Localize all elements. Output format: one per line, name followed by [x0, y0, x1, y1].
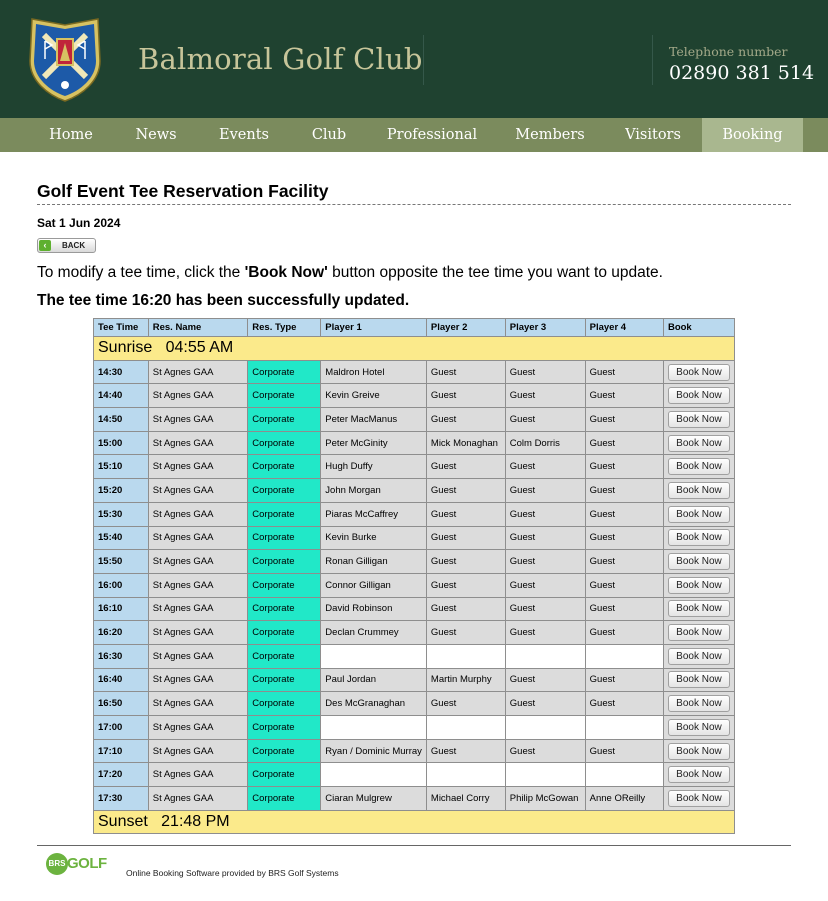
tee-time-row	[94, 573, 735, 597]
player-1-cell: Maldron Hotel	[321, 360, 427, 384]
player-4-cell: Guest	[585, 384, 663, 408]
book-now-button[interactable]: Book Now	[668, 458, 730, 475]
book-now-button[interactable]: Book Now	[668, 695, 730, 712]
tee-time-cell: 16:30	[94, 644, 149, 668]
player-1-cell: Kevin Burke	[321, 526, 427, 550]
player-4-cell: Guest	[585, 431, 663, 455]
tee-time-row	[94, 644, 735, 668]
reservation-name-cell: St Agnes GAA	[148, 502, 248, 526]
column-header: Player 4	[585, 319, 663, 337]
nav-item-news[interactable]: News	[135, 127, 177, 143]
book-now-button[interactable]: Book Now	[668, 624, 730, 641]
reservation-type-cell: Corporate	[248, 621, 321, 645]
player-2-cell: Guest	[426, 360, 505, 384]
book-now-button[interactable]: Book Now	[668, 529, 730, 546]
player-3-cell: Guest	[505, 408, 585, 432]
player-3-cell	[505, 716, 585, 740]
reservation-name-cell: St Agnes GAA	[148, 716, 248, 740]
reservation-type-cell: Corporate	[248, 597, 321, 621]
reservation-type-cell: Corporate	[248, 384, 321, 408]
nav-item-home[interactable]: Home	[49, 127, 93, 143]
reservation-type-cell: Corporate	[248, 668, 321, 692]
reservation-type-cell: Corporate	[248, 550, 321, 574]
player-4-cell	[585, 716, 663, 740]
player-1-cell	[321, 716, 427, 740]
tee-time-row	[94, 716, 735, 740]
player-2-cell: Guest	[426, 526, 505, 550]
player-1-cell: Ciaran Mulgrew	[321, 787, 427, 811]
player-1-cell: Ryan / Dominic Murray	[321, 739, 427, 763]
book-now-button[interactable]: Book Now	[668, 411, 730, 428]
reservation-type-cell: Corporate	[248, 455, 321, 479]
reservation-name-cell: St Agnes GAA	[148, 597, 248, 621]
player-4-cell: Guest	[585, 408, 663, 432]
book-cell	[663, 621, 734, 645]
header-divider	[423, 35, 424, 85]
player-4-cell	[585, 644, 663, 668]
telephone-label: Telephone number	[669, 44, 788, 59]
tee-time-row	[94, 787, 735, 811]
table-header-row	[94, 319, 735, 337]
tee-time-cell: 15:20	[94, 479, 149, 503]
player-1-cell: Connor Gilligan	[321, 573, 427, 597]
player-3-cell: Guest	[505, 621, 585, 645]
book-cell	[663, 597, 734, 621]
main-nav	[0, 118, 828, 152]
player-4-cell: Guest	[585, 550, 663, 574]
reservation-name-cell: St Agnes GAA	[148, 763, 248, 787]
instruction-text: To modify a tee time, click the 'Book Now' button opposite the tee time you want to update.	[37, 264, 663, 281]
tee-time-row	[94, 360, 735, 384]
sunrise-time: Sunrise 04:55 AM	[94, 337, 735, 361]
brs-golf-logo[interactable]	[46, 853, 107, 877]
tee-time-cell: 15:10	[94, 455, 149, 479]
player-1-cell	[321, 763, 427, 787]
player-1-cell: John Morgan	[321, 479, 427, 503]
player-1-cell: Peter MacManus	[321, 408, 427, 432]
reservation-name-cell: St Agnes GAA	[148, 526, 248, 550]
player-4-cell: Anne OReilly	[585, 787, 663, 811]
player-3-cell: Philip McGowan	[505, 787, 585, 811]
player-4-cell: Guest	[585, 526, 663, 550]
brs-logo-mark: BRS	[46, 853, 68, 875]
player-3-cell	[505, 763, 585, 787]
book-now-button[interactable]: Book Now	[668, 482, 730, 499]
column-header: Res. Name	[148, 319, 248, 337]
tee-time-cell: 16:40	[94, 668, 149, 692]
book-cell	[663, 787, 734, 811]
reservation-name-cell: St Agnes GAA	[148, 692, 248, 716]
book-cell	[663, 408, 734, 432]
player-4-cell: Guest	[585, 502, 663, 526]
player-4-cell: Guest	[585, 597, 663, 621]
tee-time-cell: 15:50	[94, 550, 149, 574]
book-now-button[interactable]: Book Now	[668, 671, 730, 688]
player-1-cell: Piaras McCaffrey	[321, 502, 427, 526]
sunset-time: Sunset 21:48 PM	[94, 810, 735, 834]
player-1-cell: Paul Jordan	[321, 668, 427, 692]
book-cell	[663, 644, 734, 668]
player-1-cell: Ronan Gilligan	[321, 550, 427, 574]
reservation-name-cell: St Agnes GAA	[148, 668, 248, 692]
reservation-type-cell: Corporate	[248, 408, 321, 432]
player-1-cell: Peter McGinity	[321, 431, 427, 455]
player-1-cell: David Robinson	[321, 597, 427, 621]
player-2-cell: Guest	[426, 455, 505, 479]
player-2-cell: Guest	[426, 479, 505, 503]
back-button-label: BACK	[62, 241, 86, 250]
player-2-cell	[426, 644, 505, 668]
sunset-row	[94, 810, 735, 834]
tee-time-table	[93, 318, 735, 834]
reservation-name-cell: St Agnes GAA	[148, 644, 248, 668]
player-4-cell	[585, 763, 663, 787]
reservation-name-cell: St Agnes GAA	[148, 408, 248, 432]
reservation-name-cell: St Agnes GAA	[148, 384, 248, 408]
player-1-cell: Hugh Duffy	[321, 455, 427, 479]
book-cell	[663, 455, 734, 479]
player-4-cell: Guest	[585, 573, 663, 597]
column-header: Player 2	[426, 319, 505, 337]
player-3-cell: Colm Dorris	[505, 431, 585, 455]
player-2-cell	[426, 763, 505, 787]
player-4-cell: Guest	[585, 668, 663, 692]
player-4-cell: Guest	[585, 455, 663, 479]
book-cell	[663, 668, 734, 692]
book-cell	[663, 360, 734, 384]
club-crest-icon[interactable]	[26, 15, 104, 103]
tee-time-row	[94, 668, 735, 692]
player-2-cell: Guest	[426, 573, 505, 597]
tee-time-cell: 17:00	[94, 716, 149, 740]
reservation-type-cell: Corporate	[248, 360, 321, 384]
page-title: Golf Event Tee Reservation Facility	[37, 181, 791, 205]
player-4-cell: Guest	[585, 739, 663, 763]
player-3-cell: Guest	[505, 550, 585, 574]
tee-time-row	[94, 597, 735, 621]
book-now-button[interactable]: Book Now	[668, 648, 730, 665]
book-cell	[663, 479, 734, 503]
tee-time-row	[94, 408, 735, 432]
tee-time-row	[94, 502, 735, 526]
player-2-cell: Martin Murphy	[426, 668, 505, 692]
book-now-button[interactable]: Book Now	[668, 577, 730, 594]
player-1-cell: Des McGranaghan	[321, 692, 427, 716]
player-1-cell	[321, 644, 427, 668]
player-3-cell: Guest	[505, 384, 585, 408]
footer-divider	[37, 845, 791, 846]
player-2-cell: Guest	[426, 384, 505, 408]
reservation-type-cell: Corporate	[248, 526, 321, 550]
player-2-cell: Guest	[426, 739, 505, 763]
tee-time-row	[94, 455, 735, 479]
player-2-cell: Guest	[426, 621, 505, 645]
player-3-cell: Guest	[505, 668, 585, 692]
nav-item-booking[interactable]: Booking	[702, 118, 803, 152]
book-cell	[663, 384, 734, 408]
book-now-button[interactable]: Book Now	[668, 743, 730, 760]
tee-time-cell: 17:20	[94, 763, 149, 787]
tee-time-row	[94, 621, 735, 645]
book-cell	[663, 502, 734, 526]
nav-item-professional[interactable]: Professional	[386, 127, 478, 143]
reservation-type-cell: Corporate	[248, 502, 321, 526]
player-3-cell: Guest	[505, 360, 585, 384]
tee-time-cell: 14:50	[94, 408, 149, 432]
book-now-button[interactable]: Book Now	[668, 719, 730, 736]
tee-time-cell: 16:00	[94, 573, 149, 597]
player-2-cell: Guest	[426, 408, 505, 432]
player-2-cell: Guest	[426, 692, 505, 716]
tee-time-cell: 15:30	[94, 502, 149, 526]
book-cell	[663, 716, 734, 740]
tee-time-row	[94, 431, 735, 455]
back-button[interactable]	[37, 238, 96, 253]
column-header: Tee Time	[94, 319, 149, 337]
tee-time-row	[94, 526, 735, 550]
book-cell	[663, 763, 734, 787]
book-now-button[interactable]: Book Now	[668, 364, 730, 381]
player-2-cell: Mick Monaghan	[426, 431, 505, 455]
player-3-cell: Guest	[505, 526, 585, 550]
column-header: Book	[663, 319, 734, 337]
player-3-cell: Guest	[505, 479, 585, 503]
tee-time-cell: 16:20	[94, 621, 149, 645]
book-cell	[663, 550, 734, 574]
book-cell	[663, 526, 734, 550]
reservation-name-cell: St Agnes GAA	[148, 573, 248, 597]
player-1-cell: Kevin Greive	[321, 384, 427, 408]
player-3-cell: Guest	[505, 597, 585, 621]
tee-time-cell: 17:30	[94, 787, 149, 811]
success-message: The tee time 16:20 has been successfully updated.	[37, 292, 410, 309]
reservation-name-cell: St Agnes GAA	[148, 360, 248, 384]
player-4-cell: Guest	[585, 692, 663, 716]
reservation-type-cell: Corporate	[248, 787, 321, 811]
book-now-button[interactable]: Book Now	[668, 600, 730, 617]
reservation-name-cell: St Agnes GAA	[148, 431, 248, 455]
back-arrow-icon: ‹	[39, 240, 51, 251]
reservation-type-cell: Corporate	[248, 644, 321, 668]
nav-item-members[interactable]: Members	[515, 127, 585, 143]
tee-time-row	[94, 763, 735, 787]
club-name[interactable]: Balmoral Golf Club	[138, 42, 423, 76]
reservation-type-cell: Corporate	[248, 716, 321, 740]
player-2-cell: Guest	[426, 550, 505, 574]
reservation-name-cell: St Agnes GAA	[148, 455, 248, 479]
nav-item-events[interactable]: Events	[219, 127, 269, 143]
player-4-cell: Guest	[585, 621, 663, 645]
reservation-name-cell: St Agnes GAA	[148, 787, 248, 811]
tee-time-cell: 14:40	[94, 384, 149, 408]
reservation-name-cell: St Agnes GAA	[148, 550, 248, 574]
tee-time-cell: 15:40	[94, 526, 149, 550]
player-3-cell	[505, 644, 585, 668]
book-cell	[663, 739, 734, 763]
player-2-cell: Guest	[426, 502, 505, 526]
book-now-button[interactable]: Book Now	[668, 435, 730, 452]
tee-time-row	[94, 384, 735, 408]
telephone-number: 02890 381 514	[669, 62, 815, 84]
column-header: Player 1	[321, 319, 427, 337]
reservation-name-cell: St Agnes GAA	[148, 621, 248, 645]
tee-time-row	[94, 739, 735, 763]
book-now-button[interactable]: Book Now	[668, 766, 730, 783]
player-2-cell: Guest	[426, 597, 505, 621]
tee-time-cell: 14:30	[94, 360, 149, 384]
tee-time-cell: 15:00	[94, 431, 149, 455]
book-cell	[663, 573, 734, 597]
tee-time-row	[94, 692, 735, 716]
nav-item-club[interactable]: Club	[311, 127, 347, 143]
sunrise-row	[94, 337, 735, 361]
footer-credit: Online Booking Software provided by BRS Golf Systems	[126, 868, 339, 878]
player-3-cell: Guest	[505, 455, 585, 479]
booking-date: Sat 1 Jun 2024	[37, 216, 121, 230]
reservation-name-cell: St Agnes GAA	[148, 739, 248, 763]
player-4-cell: Guest	[585, 479, 663, 503]
tee-time-cell: 16:50	[94, 692, 149, 716]
book-now-button[interactable]: Book Now	[668, 387, 730, 404]
book-cell	[663, 692, 734, 716]
player-4-cell: Guest	[585, 360, 663, 384]
reservation-type-cell: Corporate	[248, 431, 321, 455]
tee-time-row	[94, 550, 735, 574]
tee-time-row	[94, 479, 735, 503]
book-now-button[interactable]: Book Now	[668, 506, 730, 523]
book-now-button[interactable]: Book Now	[668, 790, 730, 807]
reservation-name-cell: St Agnes GAA	[148, 479, 248, 503]
reservation-type-cell: Corporate	[248, 739, 321, 763]
book-now-button[interactable]: Book Now	[668, 553, 730, 570]
player-2-cell	[426, 716, 505, 740]
header-divider	[652, 35, 653, 85]
site-header	[0, 0, 828, 118]
player-3-cell: Guest	[505, 573, 585, 597]
reservation-type-cell: Corporate	[248, 479, 321, 503]
nav-item-visitors[interactable]: Visitors	[625, 127, 681, 143]
tee-time-cell: 17:10	[94, 739, 149, 763]
player-2-cell: Michael Corry	[426, 787, 505, 811]
player-3-cell: Guest	[505, 739, 585, 763]
column-header: Res. Type	[248, 319, 321, 337]
player-3-cell: Guest	[505, 692, 585, 716]
column-header: Player 3	[505, 319, 585, 337]
reservation-type-cell: Corporate	[248, 692, 321, 716]
reservation-type-cell: Corporate	[248, 573, 321, 597]
reservation-type-cell: Corporate	[248, 763, 321, 787]
brs-logo-word: GOLF	[67, 855, 107, 872]
player-3-cell: Guest	[505, 502, 585, 526]
book-cell	[663, 431, 734, 455]
tee-time-cell: 16:10	[94, 597, 149, 621]
player-1-cell: Declan Crummey	[321, 621, 427, 645]
